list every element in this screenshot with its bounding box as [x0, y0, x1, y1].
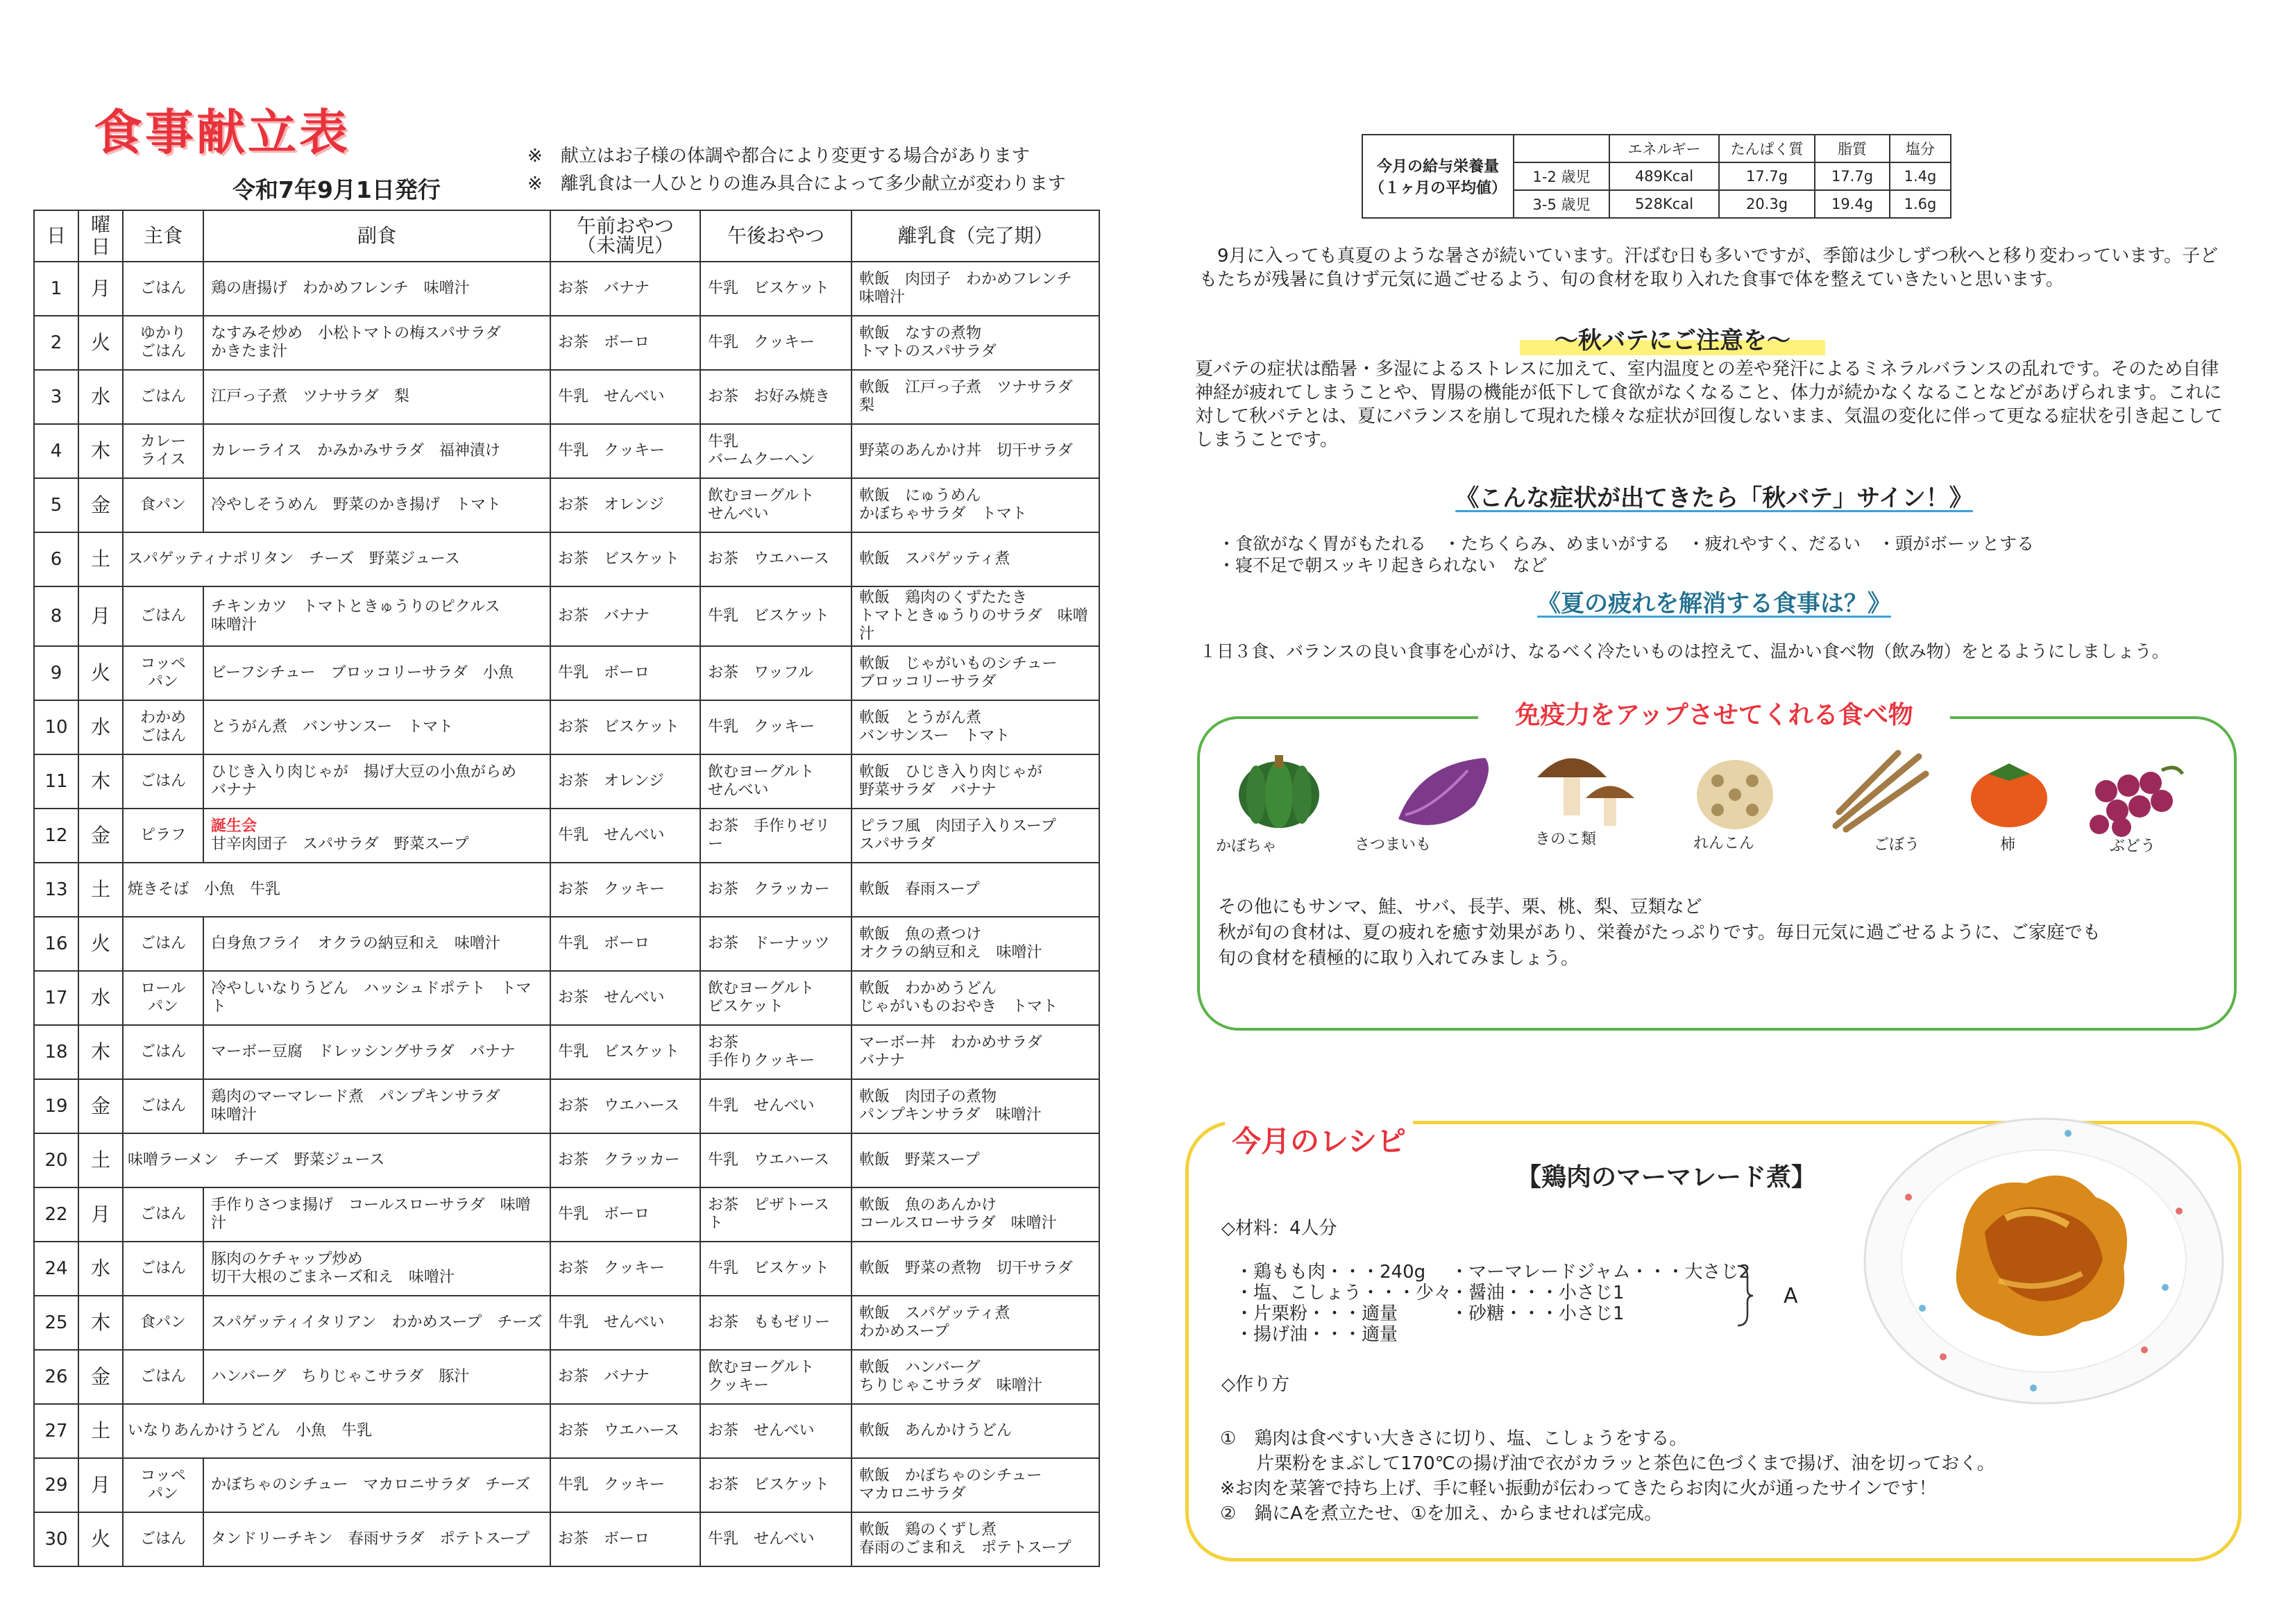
menu-cell-weekday: 金	[78, 809, 123, 863]
menu-cell-day: 22	[34, 1187, 78, 1242]
menu-cell-day: 29	[34, 1458, 78, 1512]
menu-cell-pm-snack: お茶 お好み焼き	[700, 370, 852, 424]
menu-cell-staple: ごはん	[123, 917, 203, 971]
menu-cell-side: ビーフシチュー ブロッコリーサラダ 小魚	[203, 646, 550, 700]
menu-column-header: 午前おやつ （未満児）	[550, 210, 700, 262]
table-row	[34, 1512, 1099, 1566]
menu-cell-pm-snack: お茶 クラッカー	[700, 863, 852, 917]
menu-cell-day: 25	[34, 1296, 78, 1350]
menu-cell-weekday: 月	[78, 262, 123, 316]
table-row	[34, 1296, 1099, 1350]
signs-heading: 《こんな症状が出てきたら「秋バテ」サイン！》	[1455, 484, 1973, 512]
menu-cell-baby-food: 軟飯 鶏肉のくずたたき トマトときゅうりのサラダ 味噌汁	[852, 586, 1099, 646]
menu-cell-am-snack: お茶 クッキー	[550, 1242, 700, 1296]
menu-cell-side: 冷やしそうめん 野菜のかき揚げ トマト	[203, 478, 550, 532]
menu-cell-staple: ロール パン	[123, 971, 203, 1025]
nutrition-value: 528Kcal	[1609, 190, 1719, 218]
menu-cell-pm-snack: お茶 手作りクッキー	[700, 1025, 852, 1079]
table-row	[34, 586, 1099, 646]
menu-cell-am-snack: お茶 バナナ	[550, 1350, 700, 1404]
menu-cell-day: 20	[34, 1133, 78, 1187]
food-label: ぶどう	[2110, 838, 2156, 855]
menu-cell-weekday: 金	[78, 1350, 123, 1404]
menu-cell-am-snack: お茶 クラッカー	[550, 1133, 700, 1187]
recipe-section-title: 今月のレシピ	[1225, 1119, 1413, 1160]
menu-cell-side: ひじき入り肉じゃが 揚げ大豆の小魚がらめ バナナ	[203, 754, 550, 809]
ingredient: ・砂糖・・・小さじ1	[1450, 1303, 1625, 1324]
menu-cell-baby-food: 軟飯 魚の煮つけ オクラの納豆和え 味噌汁	[852, 917, 1099, 971]
meal-heading: 《夏の疲れを解消する食事は？》	[1537, 590, 1891, 618]
menu-cell-weekday: 金	[78, 1079, 123, 1133]
menu-cell-pm-snack: 牛乳 せんべい	[700, 1079, 852, 1133]
menu-cell-day: 17	[34, 971, 78, 1025]
menu-cell-weekday: 土	[78, 532, 123, 586]
menu-cell-staple: カレー ライス	[123, 424, 203, 478]
nutrition-value: 489Kcal	[1609, 162, 1719, 190]
menu-cell-baby-food: 軟飯 ハンバーグ ちりじゃこサラダ 味噌汁	[852, 1350, 1099, 1404]
menu-cell-baby-food: 軟飯 なすの煮物 トマトのスパサラダ	[852, 316, 1099, 370]
menu-cell-pm-snack: 牛乳 クッキー	[700, 700, 852, 754]
table-row	[34, 1458, 1099, 1512]
menu-cell-am-snack: お茶 ボーロ	[550, 1512, 700, 1566]
menu-cell-am-snack: 牛乳 ボーロ	[550, 1187, 700, 1242]
ingredient: ・片栗粉・・・適量	[1235, 1303, 1398, 1324]
menu-cell-weekday: 水	[78, 971, 123, 1025]
recipe-servings: ◇材料：4人分	[1221, 1218, 1337, 1239]
menu-cell-baby-food: マーボー丼 わかめサラダ バナナ	[852, 1025, 1099, 1079]
menu-cell-am-snack: 牛乳 ボーロ	[550, 917, 700, 971]
brace-icon	[1735, 1263, 1756, 1329]
nutrition-value: 19.4g	[1815, 190, 1890, 218]
menu-cell-side: カレーライス かみかみサラダ 福神漬け	[203, 424, 550, 478]
table-row	[34, 863, 1099, 917]
table-row	[34, 1242, 1099, 1296]
menu-column-header: 午後おやつ	[700, 210, 852, 262]
menu-column-header: 離乳食（完了期）	[852, 210, 1099, 262]
menu-cell-pm-snack: 牛乳 ビスケット	[700, 1242, 852, 1296]
menu-cell-pm-snack: お茶 ももゼリー	[700, 1296, 852, 1350]
note-line: ※ 離乳食は一人ひとりの進み具合によって多少献立が変わります	[527, 174, 1066, 194]
menu-cell-pm-snack: 牛乳 ウエハース	[700, 1133, 852, 1187]
menu-cell-weekday: 火	[78, 1512, 123, 1566]
food-label: 柿	[2000, 836, 2016, 854]
menu-body	[34, 262, 1099, 1566]
menu-cell-weekday: 木	[78, 1025, 123, 1079]
menu-cell-pm-snack: お茶 ピザトースト	[700, 1187, 852, 1242]
menu-cell-staple: 食パン	[123, 1296, 203, 1350]
menu-cell-day: 10	[34, 700, 78, 754]
birthday-event-label: 誕生会	[211, 818, 257, 835]
menu-cell-pm-snack: お茶 ビスケット	[700, 1458, 852, 1512]
menu-cell-weekday: 木	[78, 424, 123, 478]
method-step: 片栗粉をまぶして170℃の揚げ油で衣がカラッと茶色に色づくまで揚げ、油を切っておく。	[1220, 1453, 1995, 1474]
menu-cell-side: 豚肉のケチャップ炒め 切干大根のごまネーズ和え 味噌汁	[203, 1242, 550, 1296]
table-row	[34, 262, 1099, 316]
table-row	[34, 1025, 1099, 1079]
menu-cell-am-snack: 牛乳 ボーロ	[550, 646, 700, 700]
nutrition-header-blank	[1514, 135, 1609, 162]
menu-cell-weekday: 土	[78, 1404, 123, 1458]
menu-cell-staple: ゆかり ごはん	[123, 316, 203, 370]
menu-cell-day: 24	[34, 1242, 78, 1296]
menu-cell-baby-food: 軟飯 魚のあんかけ コールスローサラダ 味噌汁	[852, 1187, 1099, 1242]
menu-cell-pm-snack: 牛乳 ビスケット	[700, 586, 852, 646]
menu-cell-side: かぼちゃのシチュー マカロニサラダ チーズ	[203, 1458, 550, 1512]
menu-cell-pm-snack: 飲むヨーグルト せんべい	[700, 754, 852, 809]
ingredients-right	[1450, 1262, 1750, 1324]
menu-column-header: 日	[34, 210, 78, 262]
menu-cell-am-snack: お茶 ウエハース	[550, 1404, 700, 1458]
menu-cell-staple: ピラフ	[123, 809, 203, 863]
nutrition-header: 塩分	[1890, 135, 1951, 162]
menu-cell-staple: ごはん	[123, 1242, 203, 1296]
mushroom-icon	[1537, 759, 1634, 827]
menu-cell-baby-food: 軟飯 江戸っ子煮 ツナサラダ 梨	[852, 370, 1099, 424]
menu-cell-staple: ごはん	[123, 262, 203, 316]
menu-cell-pm-snack: お茶 手作りゼリー	[700, 809, 852, 863]
method-heading: ◇作り方	[1221, 1374, 1289, 1395]
menu-cell-am-snack: お茶 オレンジ	[550, 478, 700, 532]
signs-line: ・寝不足で朝スッキリ起きられない など	[1218, 555, 1548, 575]
meal-body: １日３食、バランスの良い食事を心がけ、なるべく冷たいものは控えて、温かい食べ物（飲み物）をとるようにしましょう。	[1199, 641, 2169, 661]
menu-cell-side: タンドリーチキン 春雨サラダ ポテトスープ	[203, 1512, 550, 1566]
nutrition-header: たんぱく質	[1719, 135, 1815, 162]
ingredients-left	[1235, 1262, 1452, 1345]
menu-cell-baby-food: 軟飯 野菜の煮物 切干サラダ	[852, 1242, 1099, 1296]
menu-cell-staple: ごはん	[123, 1512, 203, 1566]
menu-table	[33, 210, 1100, 1567]
menu-cell-side: スパゲッティイタリアン わかめスープ チーズ	[203, 1296, 550, 1350]
menu-cell-weekday: 土	[78, 1133, 123, 1187]
menu-cell-weekday: 月	[78, 1187, 123, 1242]
table-row	[34, 700, 1099, 754]
nutrition-age: 1-2 歳児	[1514, 162, 1609, 190]
method-step: ① 鶏肉は食べすい大きさに切り、塩、こしょうをする。	[1220, 1428, 1688, 1449]
grapes-icon	[2090, 768, 2183, 837]
table-row	[34, 1187, 1099, 1242]
nutrition-value: 1.6g	[1890, 190, 1951, 218]
menu-cell-baby-food: 軟飯 肉団子 わかめフレンチ 味噌汁	[852, 262, 1099, 316]
menu-cell-side: ハンバーグ ちりじゃこサラダ 豚汁	[203, 1350, 550, 1404]
menu-cell-staple: 食パン	[123, 478, 203, 532]
menu-cell-am-snack: 牛乳 せんべい	[550, 370, 700, 424]
menu-cell-day: 8	[34, 586, 78, 646]
menu-cell-staple: ごはん	[123, 754, 203, 809]
menu-cell-side: 白身魚フライ オクラの納豆和え 味噌汁	[203, 917, 550, 971]
immunity-heading: 免疫力をアップさせてくれる食べ物	[1478, 695, 1950, 731]
table-row	[34, 370, 1099, 424]
menu-cell-baby-food: 軟飯 あんかけうどん	[852, 1404, 1099, 1458]
menu-cell-staple: ごはん	[123, 586, 203, 646]
table-row	[34, 1404, 1099, 1458]
menu-cell-side	[203, 809, 550, 863]
menu-cell-day: 6	[34, 532, 78, 586]
menu-cell-pm-snack: 牛乳 クッキー	[700, 316, 852, 370]
food-label: きのこ類	[1535, 831, 1597, 848]
immunity-line: 旬の食材を積極的に取り入れてみましょう。	[1218, 948, 1580, 969]
menu-cell-day: 16	[34, 917, 78, 971]
nutrition-label: 今月の給与栄養量 （１ヶ月の平均値）	[1362, 135, 1514, 218]
table-row	[34, 809, 1099, 863]
ingredient: ・マーマレードジャム・・・大さじ2	[1450, 1262, 1751, 1283]
persimmon-icon	[1971, 763, 2047, 827]
menu-cell-weekday: 水	[78, 700, 123, 754]
menu-cell-baby-food: 軟飯 春雨スープ	[852, 863, 1099, 917]
menu-cell-pm-snack: 牛乳 バームクーヘン	[700, 424, 852, 478]
menu-cell-baby-food: 軟飯 とうがん煮 バンサンスー トマト	[852, 700, 1099, 754]
menu-cell-day: 1	[34, 262, 78, 316]
method-steps	[1220, 1426, 1995, 1526]
menu-cell-side: 焼きそば 小魚 牛乳	[123, 863, 550, 917]
menu-cell-weekday: 水	[78, 370, 123, 424]
menu-cell-staple: ごはん	[123, 1079, 203, 1133]
nutrition-value: 20.3g	[1719, 190, 1815, 218]
menu-cell-weekday: 木	[78, 1296, 123, 1350]
menu-cell-day: 2	[34, 316, 78, 370]
menu-cell-pm-snack: お茶 せんべい	[700, 1404, 852, 1458]
menu-cell-baby-food: 軟飯 スパゲッティ煮 わかめスープ	[852, 1296, 1099, 1350]
menu-cell-day: 4	[34, 424, 78, 478]
signs-line: ・食欲がなく胃がもたれる ・たちくらみ、めまいがする ・疲れやすく、だるい ・頭がボーッとする	[1218, 534, 2035, 554]
recipe-photo	[1860, 1114, 2228, 1409]
table-row	[34, 971, 1099, 1025]
menu-cell-am-snack: お茶 ウエハース	[550, 1079, 700, 1133]
side-dish-text: 甘辛肉団子 スパサラダ 野菜スープ	[211, 836, 469, 853]
menu-cell-staple: わかめ ごはん	[123, 700, 203, 754]
menu-cell-day: 26	[34, 1350, 78, 1404]
menu-cell-staple: ごはん	[123, 1025, 203, 1079]
nutrition-header: 脂質	[1815, 135, 1890, 162]
notes	[527, 142, 1066, 198]
menu-cell-side: いなりあんかけうどん 小魚 牛乳	[123, 1404, 550, 1458]
menu-cell-pm-snack: 飲むヨーグルト クッキー	[700, 1350, 852, 1404]
food-label: さつまいも	[1355, 836, 1432, 854]
menu-cell-baby-food: 軟飯 かぼちゃのシチュー マカロニサラダ	[852, 1458, 1099, 1512]
menu-cell-baby-food: 軟飯 わかめうどん じゃがいものおやき トマト	[852, 971, 1099, 1025]
menu-cell-weekday: 土	[78, 863, 123, 917]
menu-cell-am-snack: 牛乳 クッキー	[550, 1458, 700, 1512]
note-line: ※ 献立はお子様の体調や都合により変更する場合があります	[527, 146, 1030, 167]
table-row	[34, 1079, 1099, 1133]
menu-header-row	[34, 210, 1099, 262]
issue-date: 令和7年9月1日発行	[232, 176, 441, 203]
table-row	[34, 478, 1099, 532]
menu-cell-weekday: 水	[78, 1242, 123, 1296]
table-row	[34, 646, 1099, 700]
aki-bate-body: 夏バテの症状は酷暑・多湿によるストレスに加えて、室内温度との差や発汗によるミネラルバランスの乱れです。そのため自律神経が疲れてしまうことや、胃腸の機能が低下して食欲がなくなること、体力が続かなくなることなどがあげられます。これに対して秋バテとは、夏にバランスを崩して現れた様々な症状が回復しないまま、気温の変化に伴って更なる症状を引き起こしてしまうことです。	[1195, 359, 2224, 450]
menu-cell-am-snack: 牛乳 せんべい	[550, 1296, 700, 1350]
aki-bate-heading: ～秋バテにご注意を～	[1520, 321, 1825, 355]
menu-cell-side: なすみそ炒め 小松トマトの梅スパサラダ かきたま汁	[203, 316, 550, 370]
nutrition-value: 1.4g	[1890, 162, 1951, 190]
menu-cell-day: 3	[34, 370, 78, 424]
menu-cell-side: 鶏肉のマーマレード煮 パンプキンサラダ 味噌汁	[203, 1079, 550, 1133]
menu-cell-side: 冷やしいなりうどん ハッシュドポテト トマト	[203, 971, 550, 1025]
menu-cell-baby-food: 軟飯 じゃがいものシチュー ブロッコリーサラダ	[852, 646, 1099, 700]
menu-cell-weekday: 火	[78, 316, 123, 370]
menu-cell-pm-snack: 牛乳 せんべい	[700, 1512, 852, 1566]
ingredient: ・揚げ油・・・適量	[1235, 1324, 1398, 1345]
menu-cell-am-snack: お茶 クッキー	[550, 863, 700, 917]
sauce-mark: A	[1784, 1284, 1798, 1308]
ingredient: ・醤油・・・小さじ1	[1450, 1283, 1625, 1303]
table-row	[34, 917, 1099, 971]
menu-cell-am-snack: お茶 ボーロ	[550, 316, 700, 370]
menu-cell-baby-food: 軟飯 野菜スープ	[852, 1133, 1099, 1187]
food-label: れんこん	[1693, 835, 1755, 852]
menu-cell-am-snack: お茶 バナナ	[550, 586, 700, 646]
nutrition-value: 17.7g	[1719, 162, 1815, 190]
menu-cell-side: マーボー豆腐 ドレッシングサラダ バナナ	[203, 1025, 550, 1079]
menu-cell-staple: コッペ パン	[123, 1458, 203, 1512]
menu-cell-weekday: 月	[78, 586, 123, 646]
menu-column-header: 副食	[203, 210, 550, 262]
menu-cell-pm-snack: お茶 ワッフル	[700, 646, 852, 700]
table-row	[34, 316, 1099, 370]
menu-cell-side: 鶏の唐揚げ わかめフレンチ 味噌汁	[203, 262, 550, 316]
menu-cell-day: 19	[34, 1079, 78, 1133]
recipe-title: 【鶏肉のマーマレード煮】	[1516, 1163, 1817, 1192]
table-row	[34, 424, 1099, 478]
nutrition-age: 3-5 歳児	[1514, 190, 1609, 218]
menu-cell-weekday: 火	[78, 646, 123, 700]
menu-cell-day: 12	[34, 809, 78, 863]
menu-cell-pm-snack: 飲むヨーグルト ビスケット	[700, 971, 852, 1025]
menu-cell-baby-food: 軟飯 鶏のくずし煮 春雨のごま和え ポテトスープ	[852, 1512, 1099, 1566]
menu-cell-day: 18	[34, 1025, 78, 1079]
menu-cell-side: 江戸っ子煮 ツナサラダ 梨	[203, 370, 550, 424]
menu-cell-staple: ごはん	[123, 1187, 203, 1242]
table-row	[34, 1350, 1099, 1404]
immunity-line: その他にもサンマ、鮭、サバ、長芋、栗、桃、梨、豆類など	[1218, 897, 1702, 917]
menu-cell-baby-food: 軟飯 スパゲッティ煮	[852, 532, 1099, 586]
menu-cell-day: 30	[34, 1512, 78, 1566]
menu-cell-pm-snack: お茶 ウエハース	[700, 532, 852, 586]
menu-cell-pm-snack: 飲むヨーグルト せんべい	[700, 478, 852, 532]
menu-cell-baby-food: ピラフ風 肉団子入りスープ スパサラダ	[852, 809, 1099, 863]
menu-cell-am-snack: お茶 バナナ	[550, 262, 700, 316]
menu-cell-staple: ごはん	[123, 1350, 203, 1404]
menu-cell-weekday: 火	[78, 917, 123, 971]
food-label: かぼちゃ	[1216, 838, 1278, 855]
page-title: 食事献立表	[94, 104, 350, 161]
menu-cell-staple: コッペ パン	[123, 646, 203, 700]
nutrition-value: 17.7g	[1815, 162, 1890, 190]
menu-cell-side: チキンカツ トマトときゅうりのピクルス 味噌汁	[203, 586, 550, 646]
intro-text: 9月に入っても真夏のような暑さが続いています。汗ばむ日も多いですが、季節は少しずつ秋へと移り変わっています。子どもたちが残暑に負けず元気に過ごせるよう、旬の食材を取り入れた食事で体を整えていきたいと思います。	[1199, 246, 2219, 290]
method-step: ※お肉を菜箸で持ち上げ、手に軽い振動が伝わってきたらお肉に火が通ったサインです！	[1220, 1478, 1937, 1499]
nutrition-table	[1362, 134, 1951, 219]
menu-cell-am-snack: 牛乳 せんべい	[550, 809, 700, 863]
menu-cell-am-snack: お茶 せんべい	[550, 971, 700, 1025]
lotus-root-icon	[1697, 760, 1773, 829]
menu-cell-day: 27	[34, 1404, 78, 1458]
table-row	[34, 1133, 1099, 1187]
menu-cell-staple: ごはん	[123, 370, 203, 424]
menu-cell-am-snack: 牛乳 ビスケット	[550, 1025, 700, 1079]
ingredient: ・塩、こしょう・・・少々	[1235, 1283, 1453, 1303]
menu-cell-baby-food: 軟飯 にゅうめん かぼちゃサラダ トマト	[852, 478, 1099, 532]
menu-cell-am-snack: お茶 ビスケット	[550, 532, 700, 586]
menu-cell-side: スパゲッティナポリタン チーズ 野菜ジュース	[123, 532, 550, 586]
menu-cell-day: 11	[34, 754, 78, 809]
immunity-line: 秋が旬の食材は、夏の疲れを癒す効果があり、栄養がたっぷりです。毎日元気に過ごせるように、ご家庭でも	[1218, 922, 2101, 943]
menu-cell-day: 9	[34, 646, 78, 700]
menu-column-header: 曜日	[78, 210, 123, 262]
menu-cell-baby-food: 軟飯 ひじき入り肉じゃが 野菜サラダ バナナ	[852, 754, 1099, 809]
menu-cell-am-snack: お茶 ビスケット	[550, 700, 700, 754]
menu-cell-day: 5	[34, 478, 78, 532]
menu-cell-am-snack: 牛乳 クッキー	[550, 424, 700, 478]
menu-cell-side: 手作りさつま揚げ コールスローサラダ 味噌汁	[203, 1187, 550, 1242]
menu-cell-baby-food: 軟飯 肉団子の煮物 パンプキンサラダ 味噌汁	[852, 1079, 1099, 1133]
table-row	[34, 754, 1099, 809]
nutrition-header: エネルギー	[1609, 135, 1719, 162]
menu-cell-baby-food: 野菜のあんかけ丼 切干サラダ	[852, 424, 1099, 478]
menu-cell-weekday: 木	[78, 754, 123, 809]
menu-cell-day: 13	[34, 863, 78, 917]
table-row	[34, 532, 1099, 586]
menu-cell-side: とうがん煮 バンサンスー トマト	[203, 700, 550, 754]
pumpkin-icon	[1239, 755, 1319, 828]
menu-cell-pm-snack: お茶 ドーナッツ	[700, 917, 852, 971]
menu-cell-am-snack: お茶 オレンジ	[550, 754, 700, 809]
method-step: ② 鍋にAを煮立たせ、①を加え、からませれば完成。	[1220, 1503, 1663, 1524]
burdock-icon	[1836, 753, 1926, 829]
ingredient: ・鶏もも肉・・・240g	[1235, 1262, 1426, 1283]
sweet-potato-icon	[1398, 758, 1489, 825]
menu-column-header: 主食	[123, 210, 203, 262]
menu-cell-weekday: 金	[78, 478, 123, 532]
menu-cell-weekday: 月	[78, 1458, 123, 1512]
menu-cell-pm-snack: 牛乳 ビスケット	[700, 262, 852, 316]
food-label: ごぼう	[1874, 836, 1920, 854]
menu-cell-side: 味噌ラーメン チーズ 野菜ジュース	[123, 1133, 550, 1187]
